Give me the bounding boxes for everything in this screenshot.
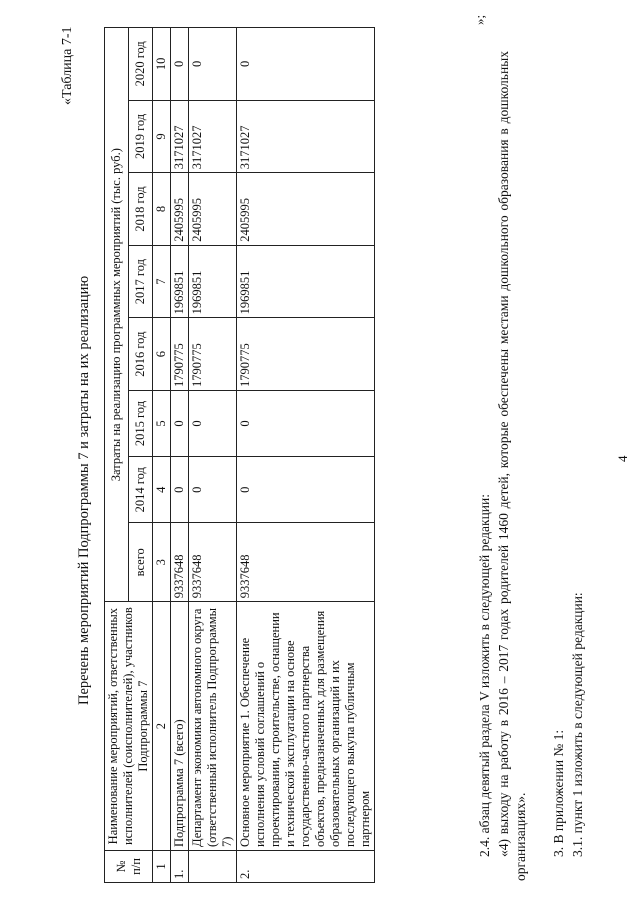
row-value: 9337648	[189, 523, 237, 602]
header-year: 2014 год	[129, 457, 153, 523]
header-name: Наименование мероприятий, ответственных исполнителей (соисполнителей), участников Подпрограммы 7	[105, 602, 153, 851]
row-value: 0	[189, 390, 237, 456]
table-row	[237, 28, 375, 883]
costs-table	[104, 27, 375, 883]
row-value: 1969851	[171, 245, 189, 318]
row-value: 1790775	[171, 318, 189, 391]
row-value: 0	[171, 457, 189, 523]
paragraph: 2.4. абзац девятый раздела V изложить в следующей редакции:	[477, 493, 492, 857]
column-number: 4	[153, 457, 171, 523]
header-year: 2015 год	[129, 390, 153, 456]
page-number: 4	[615, 455, 630, 462]
column-number: 8	[153, 173, 171, 246]
header-total: всего	[129, 523, 153, 602]
header-year: 2018 год	[129, 173, 153, 246]
closing-quote: »;	[472, 14, 487, 25]
column-number: 2	[153, 602, 171, 851]
row-value: 0	[171, 28, 189, 101]
paragraph: 3. В приложении № 1:	[551, 729, 566, 857]
row-value: 0	[189, 28, 237, 101]
row-value: 0	[237, 390, 375, 456]
row-num: 2.	[237, 850, 375, 882]
row-value: 1790775	[189, 318, 237, 391]
row-value: 2405995	[237, 173, 375, 246]
row-value: 2405995	[189, 173, 237, 246]
column-number: 6	[153, 318, 171, 391]
table-row	[171, 28, 189, 883]
header-year: 2016 год	[129, 318, 153, 391]
column-number: 9	[153, 100, 171, 173]
row-value: 9337648	[171, 523, 189, 602]
paragraph: 3.1. пункт 1 изложить в следующей редакции:	[570, 592, 585, 857]
column-number: 10	[153, 28, 171, 101]
row-value: 1969851	[237, 245, 375, 318]
row-value: 0	[189, 457, 237, 523]
row-value: 0	[237, 457, 375, 523]
row-value: 0	[171, 390, 189, 456]
row-value: 1969851	[189, 245, 237, 318]
row-value: 0	[237, 28, 375, 101]
column-number: 3	[153, 523, 171, 602]
column-number-row	[153, 28, 171, 883]
row-value: 2405995	[171, 173, 189, 246]
column-number: 5	[153, 390, 171, 456]
row-value: 3171027	[237, 100, 375, 173]
row-value: 9337648	[237, 523, 375, 602]
table-header-row	[105, 28, 129, 883]
document-title: Перечень мероприятий Подпрограммы 7 и затраты на их реализацию	[76, 275, 92, 705]
header-num: № п/п	[105, 850, 153, 882]
row-num	[189, 850, 237, 882]
header-costs: Затраты на реализацию программных мероприятий (тыс. руб.)	[105, 28, 129, 602]
row-value: 3171027	[189, 100, 237, 173]
column-number: 7	[153, 245, 171, 318]
header-year: 2017 год	[129, 245, 153, 318]
column-number: 1	[153, 850, 171, 882]
row-name: Департамент экономики автономного округа (ответственный исполнитель Подпрограммы 7)	[189, 602, 237, 851]
row-value: 3171027	[171, 100, 189, 173]
row-name: Основное мероприятие 1. Обеспечение исполнения условий соглашений о проектировании, строительстве, оснащении и технической эксплуатации на основе государственно-частного партнерства объектов, предназначенных для размещения образовательных организаций и их последующего выкупа публичным партнером	[237, 602, 375, 851]
paragraph: «4) выходу на работу в 2016 – 2017 годах родителей 1460 детей, которые обеспечены местами дошкольного образования в дошкольных организациях».	[496, 51, 528, 881]
table-row	[189, 28, 237, 883]
table-label: «Таблица 7-1	[60, 26, 75, 105]
header-year: 2020 год	[129, 28, 153, 101]
row-num: 1.	[171, 850, 189, 882]
row-value: 1790775	[237, 318, 375, 391]
row-name: Подпрограмма 7 (всего)	[171, 602, 189, 851]
header-year: 2019 год	[129, 100, 153, 173]
